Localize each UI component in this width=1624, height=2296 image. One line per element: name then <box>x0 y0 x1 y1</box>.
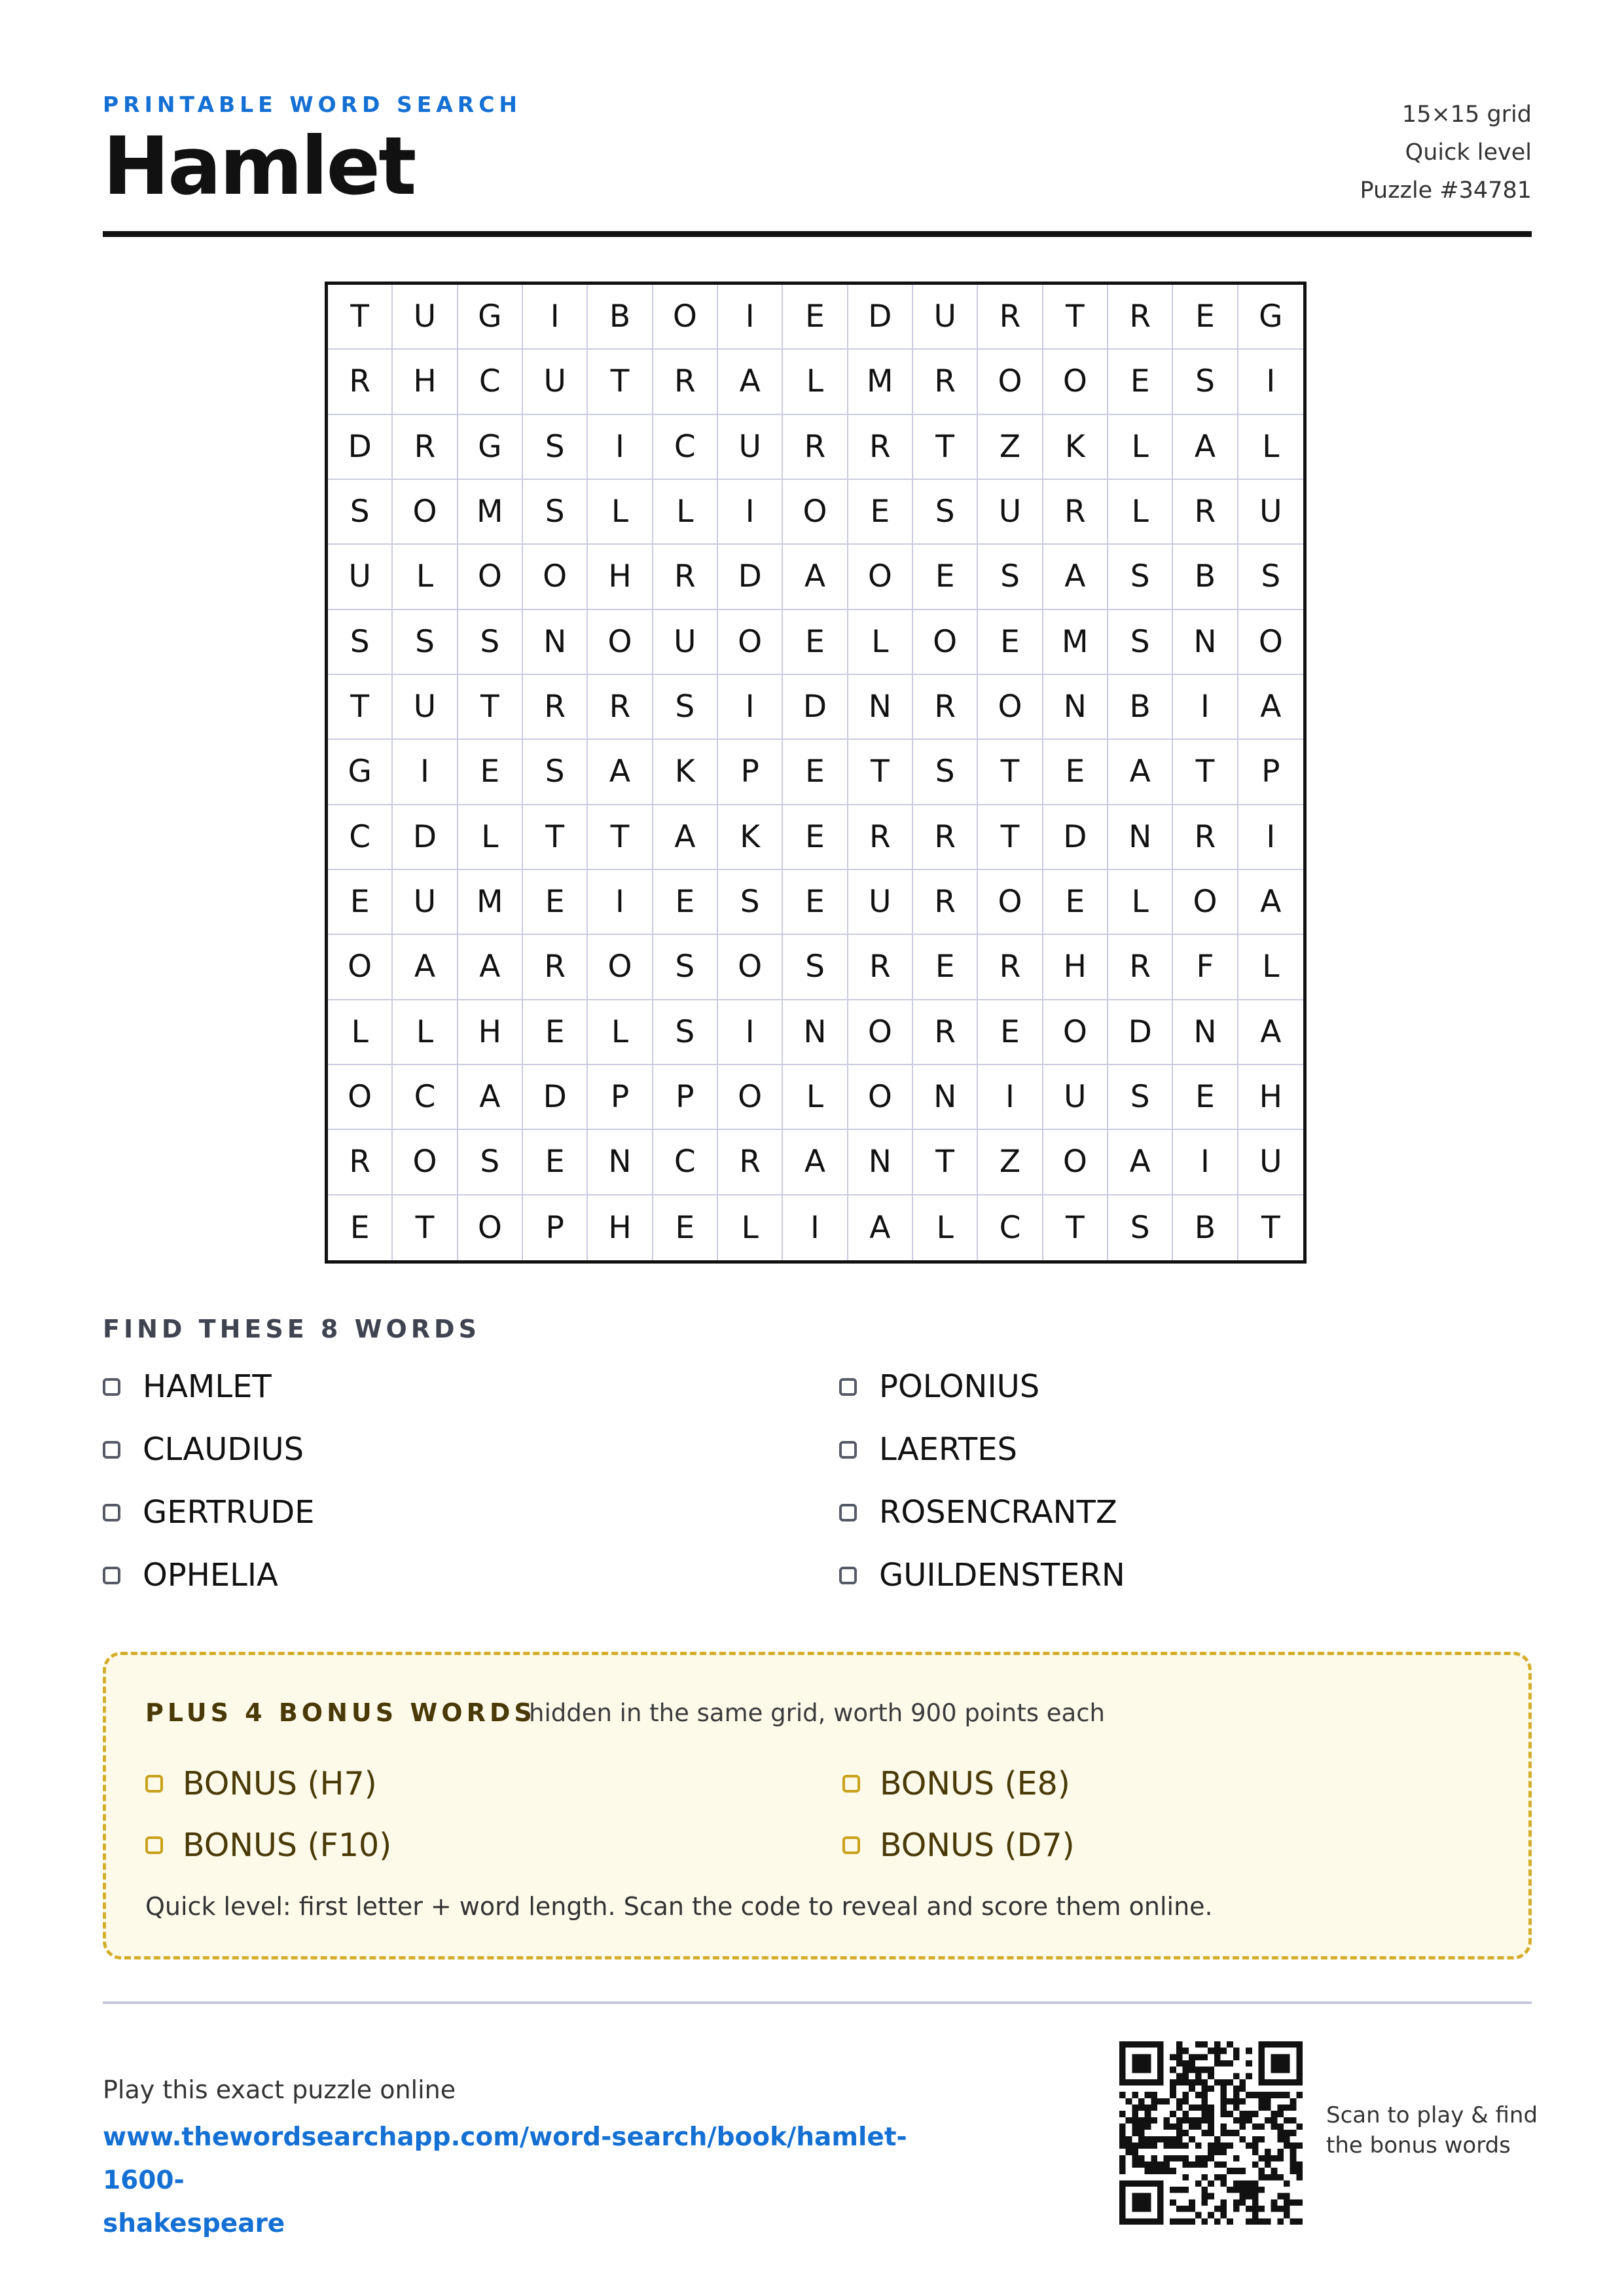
grid-cell[interactable]: L <box>393 545 458 610</box>
grid-cell[interactable]: U <box>1238 1130 1303 1195</box>
word-label: POLONIUS <box>879 1368 1040 1405</box>
grid-cell[interactable]: O <box>848 1065 913 1130</box>
grid-cell[interactable]: Z <box>978 1130 1043 1195</box>
grid-cell[interactable]: L <box>588 1000 653 1065</box>
grid-cell[interactable]: T <box>848 740 913 805</box>
grid-cell[interactable]: M <box>458 870 523 935</box>
grid-cell[interactable]: M <box>458 480 523 545</box>
grid-cell[interactable]: S <box>783 935 848 1000</box>
grid-cell[interactable]: R <box>1108 935 1173 1000</box>
checkbox-icon[interactable] <box>842 1836 860 1854</box>
grid-cell[interactable]: G <box>458 415 523 480</box>
grid-cell[interactable]: E <box>1173 1065 1238 1130</box>
puzzle-id-label: Puzzle #34781 <box>1360 177 1532 204</box>
grid-cell[interactable]: S <box>913 740 978 805</box>
word-list-item[interactable] <box>839 1431 1017 1468</box>
grid-cell[interactable]: L <box>458 805 523 870</box>
grid-cell[interactable]: R <box>913 350 978 414</box>
grid-cell[interactable]: T <box>588 805 653 870</box>
grid-cell[interactable]: I <box>588 870 653 935</box>
grid-cell[interactable]: T <box>458 675 523 740</box>
grid-cell[interactable]: O <box>718 1065 783 1130</box>
grid-cell[interactable]: L <box>588 480 653 545</box>
grid-cell[interactable]: L <box>913 1195 978 1260</box>
grid-cell[interactable]: T <box>1173 740 1238 805</box>
grid-cell[interactable]: P <box>1238 740 1303 805</box>
grid-cell[interactable]: R <box>1043 480 1108 545</box>
grid-cell[interactable]: O <box>783 480 848 545</box>
grid-cell[interactable]: L <box>783 350 848 414</box>
grid-cell[interactable]: K <box>653 740 718 805</box>
word-list-item[interactable] <box>839 1368 1039 1405</box>
grid-cell[interactable]: O <box>1043 350 1108 414</box>
grid-cell[interactable]: A <box>1238 1000 1303 1065</box>
grid-cell[interactable]: E <box>783 740 848 805</box>
grid-cell[interactable]: E <box>328 1195 393 1260</box>
grid-cell[interactable]: R <box>1173 805 1238 870</box>
grid-cell[interactable]: I <box>1238 805 1303 870</box>
grid-cell[interactable]: S <box>1108 545 1173 610</box>
grid-cell[interactable]: C <box>458 350 523 414</box>
grid-cell[interactable]: O <box>978 350 1043 414</box>
grid-cell[interactable]: C <box>328 805 393 870</box>
grid-cell[interactable]: G <box>458 285 523 350</box>
grid-cell[interactable]: A <box>718 350 783 414</box>
grid-cell[interactable]: I <box>393 740 458 805</box>
grid-cell[interactable]: R <box>328 350 393 414</box>
grid-cell[interactable]: S <box>653 935 718 1000</box>
grid-cell[interactable]: R <box>1173 480 1238 545</box>
word-label: OPHELIA <box>143 1557 278 1594</box>
grid-cell[interactable]: U <box>1238 480 1303 545</box>
grid-cell[interactable]: A <box>1238 675 1303 740</box>
grid-cell[interactable]: H <box>1043 935 1108 1000</box>
grid-cell[interactable]: A <box>783 545 848 610</box>
grid-cell[interactable]: N <box>1043 675 1108 740</box>
bonus-word-item[interactable] <box>842 1827 1075 1864</box>
grid-cell[interactable]: L <box>328 1000 393 1065</box>
word-label: CLAUDIUS <box>143 1431 304 1468</box>
grid-cell[interactable]: L <box>1108 870 1173 935</box>
bonus-word-label: BONUS (F10) <box>183 1827 392 1864</box>
qr-code-icon[interactable] <box>1119 2041 1303 2225</box>
grid-cell[interactable]: O <box>848 1000 913 1065</box>
grid-cell[interactable]: O <box>978 870 1043 935</box>
qr-caption <box>1326 2100 1538 2160</box>
grid-cell[interactable]: N <box>848 675 913 740</box>
grid-cell[interactable]: I <box>1238 350 1303 414</box>
grid-cell[interactable]: T <box>523 805 588 870</box>
grid-cell[interactable]: O <box>1043 1130 1108 1195</box>
grid-cell[interactable]: S <box>978 545 1043 610</box>
grid-cell[interactable]: N <box>1108 805 1173 870</box>
grid-cell[interactable]: S <box>1173 350 1238 414</box>
footer-divider <box>103 2001 1532 2004</box>
grid-cell[interactable]: M <box>848 350 913 414</box>
grid-cell[interactable]: R <box>783 415 848 480</box>
puzzle-link-line-2[interactable]: shakespeare <box>103 2209 285 2238</box>
grid-cell[interactable]: S <box>1108 610 1173 675</box>
bonus-word-label: BONUS (D7) <box>880 1827 1075 1864</box>
grid-cell[interactable]: O <box>328 1065 393 1130</box>
checkbox-icon[interactable] <box>839 1567 857 1584</box>
grid-cell[interactable]: R <box>523 935 588 1000</box>
grid-cell[interactable]: E <box>1043 740 1108 805</box>
grid-cell[interactable]: E <box>523 1000 588 1065</box>
grid-cell[interactable]: R <box>588 675 653 740</box>
grid-cell[interactable]: O <box>653 285 718 350</box>
grid-cell[interactable]: A <box>588 740 653 805</box>
grid-cell[interactable]: E <box>1108 350 1173 414</box>
grid-cell[interactable]: C <box>653 415 718 480</box>
grid-cell[interactable]: H <box>588 1195 653 1260</box>
grid-cell[interactable]: F <box>1173 935 1238 1000</box>
grid-cell[interactable]: R <box>913 870 978 935</box>
bonus-subtitle: hidden in the same grid, worth 900 points each <box>529 1699 1105 1727</box>
grid-cell[interactable]: H <box>393 350 458 414</box>
bonus-heading: PLUS 4 BONUS WORDS <box>145 1698 536 1727</box>
grid-cell[interactable]: A <box>1173 415 1238 480</box>
qr-caption-line-1: Scan to play & find <box>1326 2102 1538 2128</box>
grid-cell[interactable]: E <box>523 1130 588 1195</box>
grid-cell[interactable]: L <box>1238 415 1303 480</box>
grid-cell[interactable]: S <box>718 870 783 935</box>
grid-cell[interactable]: K <box>718 805 783 870</box>
grid-cell[interactable]: B <box>1108 675 1173 740</box>
grid-cell[interactable]: H <box>588 545 653 610</box>
bonus-word-label: BONUS (H7) <box>183 1765 377 1802</box>
grid-cell[interactable]: S <box>1108 1195 1173 1260</box>
grid-cell[interactable]: M <box>1043 610 1108 675</box>
grid-cell[interactable]: P <box>653 1065 718 1130</box>
grid-cell[interactable]: L <box>848 610 913 675</box>
bonus-note: Quick level: first letter + word length. Scan the code to reveal and score them online. <box>145 1892 1213 1921</box>
grid-cell[interactable]: B <box>1173 1195 1238 1260</box>
grid-cell[interactable]: R <box>523 675 588 740</box>
grid-cell[interactable]: O <box>1043 1000 1108 1065</box>
grid-cell[interactable]: C <box>393 1065 458 1130</box>
grid-cell[interactable]: R <box>913 805 978 870</box>
grid-cell[interactable]: U <box>393 870 458 935</box>
grid-cell[interactable]: A <box>458 1065 523 1130</box>
grid-cell[interactable]: P <box>523 1195 588 1260</box>
grid-cell[interactable]: N <box>523 610 588 675</box>
grid-cell[interactable]: O <box>328 935 393 1000</box>
grid-cell[interactable]: E <box>978 1000 1043 1065</box>
grid-cell[interactable]: O <box>393 1130 458 1195</box>
grid-cell[interactable]: S <box>523 740 588 805</box>
grid-cell[interactable]: H <box>1238 1065 1303 1130</box>
grid-cell[interactable]: K <box>1043 415 1108 480</box>
grid-cell[interactable]: N <box>783 1000 848 1065</box>
grid-cell[interactable]: T <box>978 740 1043 805</box>
grid-cell[interactable]: O <box>588 935 653 1000</box>
grid-cell[interactable]: O <box>458 1195 523 1260</box>
grid-cell[interactable]: R <box>718 1130 783 1195</box>
grid-cell[interactable]: O <box>523 545 588 610</box>
grid-cell[interactable]: T <box>328 675 393 740</box>
grid-cell[interactable]: P <box>718 740 783 805</box>
grid-cell[interactable]: R <box>653 545 718 610</box>
grid-cell[interactable]: A <box>653 805 718 870</box>
grid-cell[interactable]: R <box>848 415 913 480</box>
word-label: HAMLET <box>143 1368 272 1405</box>
grid-cell[interactable]: N <box>913 1065 978 1130</box>
checkbox-icon[interactable] <box>103 1441 120 1459</box>
grid-cell[interactable]: O <box>718 935 783 1000</box>
grid-cell[interactable]: D <box>328 415 393 480</box>
grid-cell[interactable]: D <box>718 545 783 610</box>
footer-label: Play this exact puzzle online <box>103 2075 456 2104</box>
bonus-word-item[interactable] <box>145 1827 391 1864</box>
grid-cell[interactable]: L <box>1108 480 1173 545</box>
puzzle-meta <box>1360 96 1532 210</box>
puzzle-link-line-1[interactable]: www.thewordsearchapp.com/word-search/book/hamlet-1600- <box>103 2123 907 2195</box>
grid-cell[interactable]: T <box>913 1130 978 1195</box>
grid-cell[interactable]: U <box>523 350 588 414</box>
grid-cell[interactable]: D <box>848 285 913 350</box>
word-list-item[interactable] <box>103 1368 272 1405</box>
checkbox-icon[interactable] <box>842 1775 860 1793</box>
grid-cell[interactable]: L <box>783 1065 848 1130</box>
grid-cell[interactable]: O <box>1173 870 1238 935</box>
grid-cell[interactable]: O <box>458 545 523 610</box>
grid-cell[interactable]: N <box>848 1130 913 1195</box>
grid-cell[interactable]: I <box>523 285 588 350</box>
grid-cell[interactable]: S <box>913 480 978 545</box>
grid-cell[interactable]: U <box>848 870 913 935</box>
grid-cell[interactable]: E <box>653 870 718 935</box>
grid-cell[interactable]: T <box>1043 1195 1108 1260</box>
grid-cell[interactable]: R <box>913 675 978 740</box>
grid-cell[interactable]: S <box>523 415 588 480</box>
grid-cell[interactable]: T <box>913 415 978 480</box>
grid-cell[interactable]: S <box>458 610 523 675</box>
bonus-word-item[interactable] <box>145 1765 377 1802</box>
grid-cell[interactable]: T <box>1261 1209 1280 1246</box>
level-label: Quick level <box>1405 139 1532 166</box>
grid-cell[interactable]: O <box>848 545 913 610</box>
grid-cell[interactable]: E <box>458 740 523 805</box>
checkbox-icon[interactable] <box>103 1504 120 1522</box>
grid-cell[interactable]: L <box>393 1000 458 1065</box>
grid-cell[interactable]: D <box>1108 1000 1173 1065</box>
grid-cell[interactable]: I <box>718 480 783 545</box>
grid-cell[interactable]: E <box>783 870 848 935</box>
word-label: GUILDENSTERN <box>879 1557 1125 1594</box>
word-list-item[interactable] <box>839 1557 1125 1594</box>
grid-cell[interactable]: A <box>1043 545 1108 610</box>
word-label: LAERTES <box>879 1431 1017 1468</box>
grid-cell[interactable]: S <box>653 675 718 740</box>
page-header <box>103 92 1532 237</box>
puzzle-link[interactable] <box>103 2116 980 2246</box>
grid-cell[interactable]: U <box>653 610 718 675</box>
grid-cell[interactable]: A <box>1238 870 1303 935</box>
grid-cell[interactable]: I <box>718 1000 783 1065</box>
grid-cell[interactable]: U <box>393 285 458 350</box>
grid-cell[interactable]: R <box>393 415 458 480</box>
bonus-word-item[interactable] <box>842 1765 1070 1802</box>
grid-cell[interactable]: C <box>653 1130 718 1195</box>
grid-cell[interactable]: E <box>653 1195 718 1260</box>
word-label: ROSENCRANTZ <box>879 1494 1117 1531</box>
checkbox-icon[interactable] <box>839 1504 857 1522</box>
grid-cell[interactable]: L <box>653 480 718 545</box>
grid-cell[interactable]: E <box>783 805 848 870</box>
checkbox-icon[interactable] <box>103 1378 120 1396</box>
grid-cell[interactable]: U <box>1043 1065 1108 1130</box>
grid-cell[interactable]: R <box>1108 285 1173 350</box>
grid-cell[interactable]: O <box>978 675 1043 740</box>
grid-cell[interactable]: E <box>913 935 978 1000</box>
grid-cell[interactable]: D <box>1043 805 1108 870</box>
grid-cell[interactable]: E <box>1173 285 1238 350</box>
grid-cell[interactable]: R <box>978 935 1043 1000</box>
grid-cell[interactable]: E <box>783 610 848 675</box>
grid-cell[interactable]: S <box>1108 1065 1173 1130</box>
grid-cell[interactable]: I <box>718 285 783 350</box>
grid-cell[interactable]: E <box>913 545 978 610</box>
checkbox-icon[interactable] <box>145 1775 163 1793</box>
checkbox-icon[interactable] <box>103 1567 120 1584</box>
grid-cell[interactable]: T <box>1043 285 1108 350</box>
grid-cell[interactable]: A <box>393 935 458 1000</box>
grid-cell[interactable]: I <box>588 415 653 480</box>
grid-cell[interactable]: E <box>523 870 588 935</box>
grid-cell[interactable]: E <box>783 285 848 350</box>
grid-cell[interactable]: D <box>523 1065 588 1130</box>
grid-cell[interactable]: R <box>913 1000 978 1065</box>
word-list-heading: FIND THESE 8 WORDS <box>103 1315 480 1343</box>
grid-cell[interactable]: E <box>848 480 913 545</box>
grid-cell[interactable]: E <box>978 610 1043 675</box>
grid-cell[interactable]: D <box>393 805 458 870</box>
grid-cell[interactable]: U <box>393 675 458 740</box>
grid-cell[interactable]: U <box>328 545 393 610</box>
grid-cell[interactable]: R <box>848 805 913 870</box>
grid-cell[interactable]: O <box>588 610 653 675</box>
grid-cell[interactable]: C <box>978 1195 1043 1260</box>
header-divider <box>103 231 1532 237</box>
eyebrow-label: PRINTABLE WORD SEARCH <box>103 92 522 117</box>
grid-cell[interactable]: P <box>588 1065 653 1130</box>
checkbox-icon[interactable] <box>839 1378 857 1396</box>
grid-cell[interactable]: I <box>783 1195 848 1260</box>
grid-cell[interactable]: Z <box>978 415 1043 480</box>
grid-cell[interactable]: A <box>783 1130 848 1195</box>
grid-cell[interactable]: O <box>1238 610 1303 675</box>
grid-cell[interactable]: I <box>718 675 783 740</box>
grid-cell[interactable]: N <box>1173 610 1238 675</box>
bonus-panel <box>103 1652 1532 1959</box>
grid-cell[interactable]: D <box>783 675 848 740</box>
grid-cell[interactable]: A <box>1108 1130 1173 1195</box>
qr-caption-line-2: the bonus words <box>1326 2132 1511 2159</box>
bonus-word-label: BONUS (E8) <box>880 1765 1070 1802</box>
page-title: Hamlet <box>103 120 415 213</box>
grid-cell[interactable]: O <box>393 480 458 545</box>
grid-cell[interactable]: I <box>1173 1130 1238 1195</box>
grid-cell[interactable]: R <box>978 285 1043 350</box>
grid-cell[interactable]: O <box>913 610 978 675</box>
grid-cell[interactable]: L <box>718 1195 783 1260</box>
grid-cell[interactable]: S <box>328 480 393 545</box>
grid-cell[interactable]: R <box>653 350 718 414</box>
grid-size-label: 15×15 grid <box>1401 101 1532 128</box>
checkbox-icon[interactable] <box>145 1836 163 1854</box>
grid-cell[interactable]: T <box>588 350 653 414</box>
grid-cell[interactable]: E <box>328 870 393 935</box>
grid-cell[interactable]: L <box>1238 935 1303 1000</box>
grid-cell[interactable]: U <box>913 285 978 350</box>
grid-cell[interactable]: T <box>328 285 393 350</box>
grid-cell[interactable]: T <box>978 805 1043 870</box>
grid-cell[interactable]: S <box>1238 545 1303 610</box>
word-list-item[interactable] <box>103 1557 278 1594</box>
grid-cell[interactable]: G <box>328 740 393 805</box>
grid-cell[interactable]: B <box>1173 545 1238 610</box>
grid-cell[interactable]: L <box>1108 415 1173 480</box>
word-list <box>103 1368 1150 1630</box>
word-label: GERTRUDE <box>143 1494 315 1531</box>
grid-cell[interactable]: U <box>718 415 783 480</box>
grid-cell[interactable]: G <box>1238 285 1303 350</box>
grid-cell[interactable]: R <box>848 935 913 1000</box>
grid-cell[interactable]: I <box>978 1065 1043 1130</box>
checkbox-icon[interactable] <box>839 1441 857 1459</box>
word-list-item[interactable] <box>103 1494 314 1531</box>
grid-cell[interactable]: O <box>718 610 783 675</box>
word-list-item[interactable] <box>103 1431 304 1468</box>
grid-cell[interactable]: A <box>848 1195 913 1260</box>
grid-cell[interactable]: H <box>458 1000 523 1065</box>
grid-cell[interactable]: S <box>458 1130 523 1195</box>
grid-cell[interactable]: S <box>653 1000 718 1065</box>
grid-cell[interactable]: U <box>978 480 1043 545</box>
grid-cell[interactable]: S <box>523 480 588 545</box>
grid-cell[interactable]: A <box>458 935 523 1000</box>
word-list-item[interactable] <box>839 1494 1117 1531</box>
grid-cell[interactable]: E <box>1043 870 1108 935</box>
letter-grid <box>325 282 1307 1264</box>
grid-cell[interactable]: I <box>1173 675 1238 740</box>
grid-cell[interactable]: B <box>588 285 653 350</box>
grid-cell[interactable]: S <box>328 610 393 675</box>
grid-cell[interactable]: N <box>588 1130 653 1195</box>
grid-cell[interactable]: A <box>1108 740 1173 805</box>
grid-cell[interactable]: S <box>393 610 458 675</box>
grid-cell[interactable]: N <box>1173 1000 1238 1065</box>
grid-cell[interactable]: T <box>393 1195 458 1260</box>
grid-cell[interactable]: R <box>328 1130 393 1195</box>
